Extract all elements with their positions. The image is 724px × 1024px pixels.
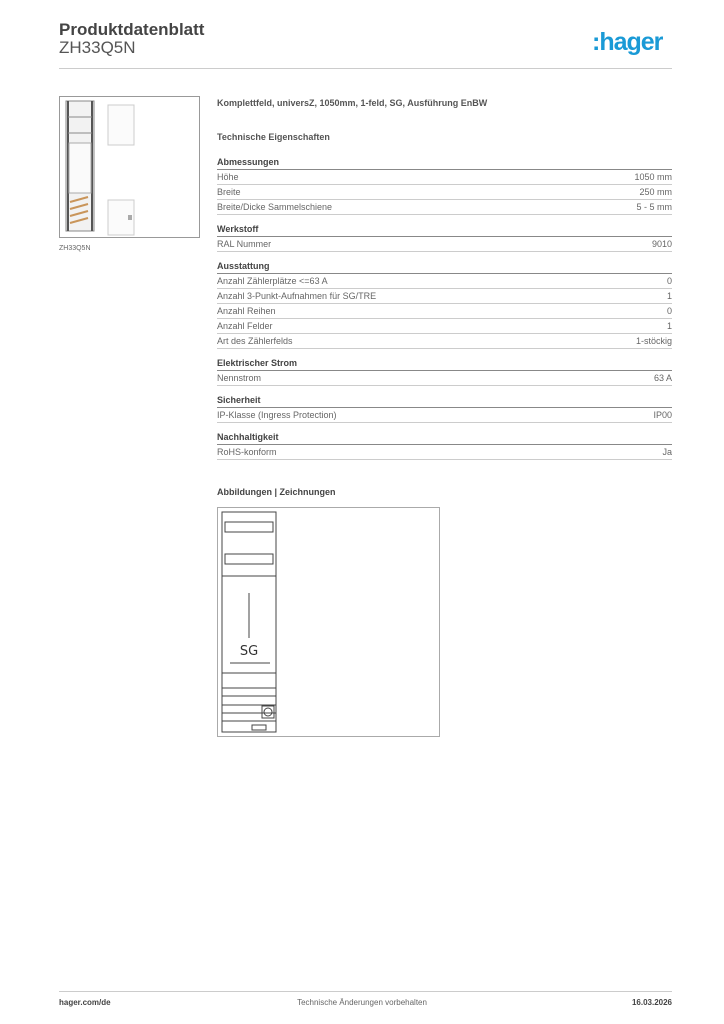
- tech-heading: Technische Eigenschaften: [217, 132, 330, 142]
- spec-label: Anzahl Reihen: [217, 306, 276, 316]
- spec-value: 1: [666, 291, 672, 301]
- spec-label: RoHS-konform: [217, 447, 277, 457]
- page-title: Produktdatenblatt: [59, 20, 205, 39]
- section-title: Elektrischer Strom: [217, 357, 672, 371]
- spec-label: IP-Klasse (Ingress Protection): [217, 410, 337, 420]
- spec-row: [217, 200, 672, 215]
- spec-label: Höhe: [217, 172, 239, 182]
- product-description: Komplettfeld, universZ, 1050mm, 1-feld, SG, Ausführung EnBW: [217, 98, 488, 108]
- spec-row: [217, 274, 672, 289]
- spec-row: [217, 445, 672, 460]
- figures-title: Abbildungen | Zeichnungen: [217, 487, 336, 497]
- spec-row: [217, 408, 672, 423]
- spec-section: [217, 394, 672, 423]
- spec-label: Breite/Dicke Sammelschiene: [217, 202, 333, 212]
- spec-label: RAL Nummer: [217, 239, 272, 249]
- product-image-caption: ZH33Q5N: [59, 245, 91, 252]
- spec-value: 63 A: [653, 373, 672, 383]
- spec-label: Anzahl Zählerplätze <=63 A: [217, 276, 328, 286]
- spec-value: 250 mm: [639, 187, 672, 197]
- spec-value: Ja: [662, 447, 672, 457]
- spec-label: Anzahl Felder: [217, 321, 273, 331]
- spec-value: IP00: [653, 410, 672, 420]
- spec-value: 1: [666, 321, 672, 331]
- product-code: ZH33Q5N: [59, 38, 136, 57]
- section-title: Abmessungen: [217, 156, 672, 170]
- spec-section: [217, 223, 672, 252]
- header-divider: [59, 68, 672, 69]
- footer-disclaimer: Technische Änderungen vorbehalten: [297, 998, 427, 1007]
- spec-value: 0: [666, 306, 672, 316]
- spec-value: 5 - 5 mm: [636, 202, 672, 212]
- spec-value: 0: [666, 276, 672, 286]
- spec-label: Anzahl 3-Punkt-Aufnahmen für SG/TRE: [217, 291, 377, 301]
- spec-row: [217, 319, 672, 334]
- technical-drawing: [217, 507, 440, 737]
- spec-label: Nennstrom: [217, 373, 262, 383]
- spec-label: Art des Zählerfelds: [217, 336, 293, 346]
- section-title: Ausstattung: [217, 260, 672, 274]
- spec-row: [217, 371, 672, 386]
- footer-date: 16.03.2026: [631, 998, 672, 1007]
- spec-section: [217, 431, 672, 460]
- footer-divider: [59, 991, 672, 992]
- spec-section: [217, 260, 672, 349]
- spec-row: [217, 185, 672, 200]
- spec-row: [217, 334, 672, 349]
- spec-section: [217, 357, 672, 386]
- spec-value: 1-stöckig: [635, 336, 672, 346]
- product-image: [59, 96, 200, 238]
- spec-value: 9010: [651, 239, 672, 249]
- spec-row: [217, 237, 672, 252]
- spec-table: [217, 96, 672, 468]
- spec-value: 1050 mm: [634, 172, 672, 182]
- section-title: Werkstoff: [217, 223, 672, 237]
- hager-logo: :hager: [592, 28, 663, 56]
- section-title: Sicherheit: [217, 394, 672, 408]
- spec-row: [217, 170, 672, 185]
- footer-website: hager.com/de: [59, 998, 111, 1007]
- spec-row: [217, 304, 672, 319]
- spec-section: [217, 156, 672, 215]
- spec-label: Breite: [217, 187, 241, 197]
- spec-row: [217, 289, 672, 304]
- section-title: Nachhaltigkeit: [217, 431, 672, 445]
- drawing-label: SG: [239, 644, 259, 659]
